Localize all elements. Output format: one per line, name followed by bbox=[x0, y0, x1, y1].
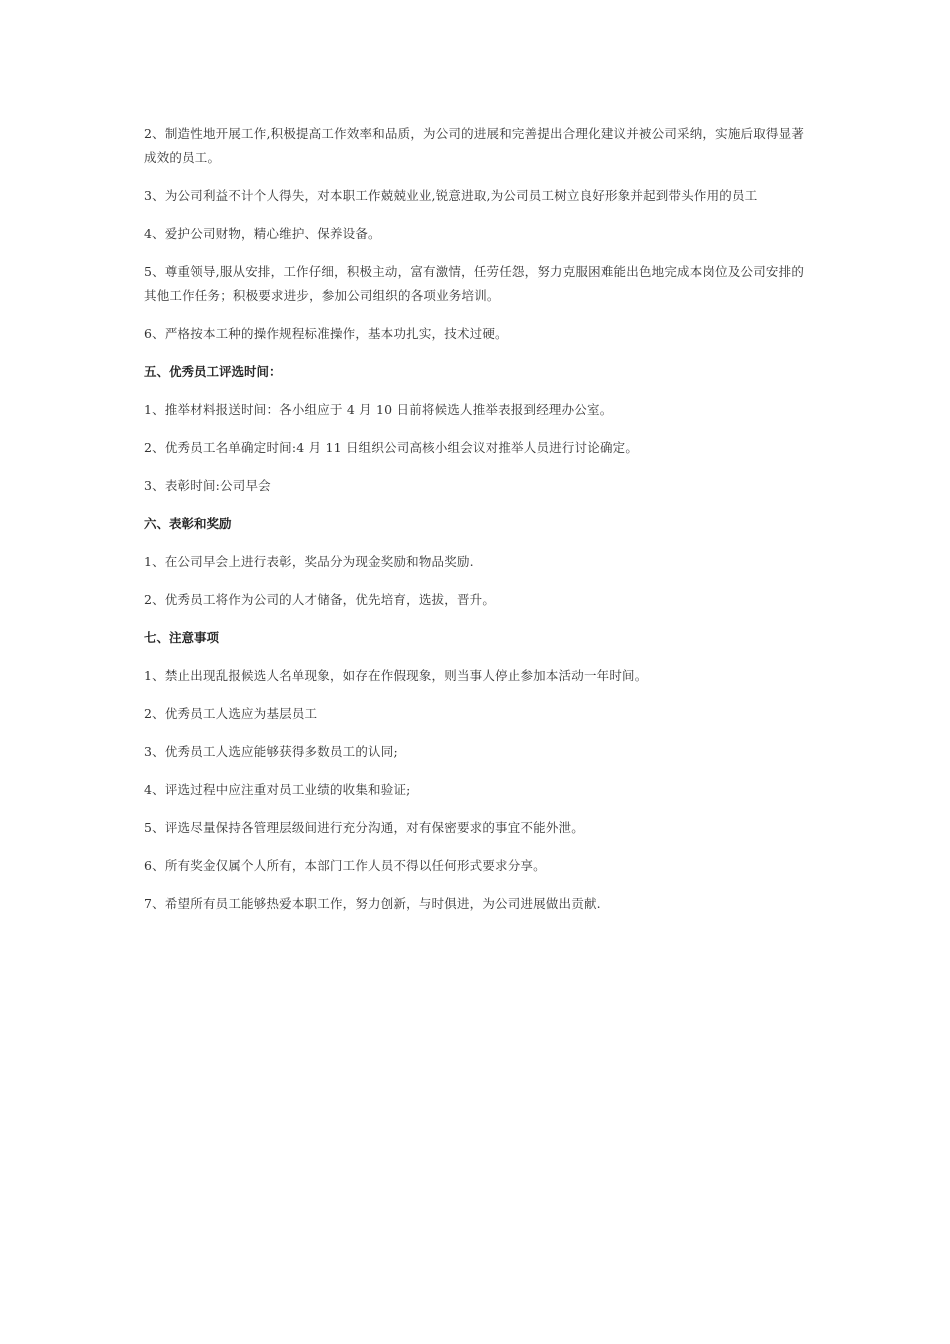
paragraph: 4、爱护公司财物，精心维护、保养设备。 bbox=[144, 226, 381, 241]
paragraph: 7、希望所有员工能够热爱本职工作，努力创新，与时俱进，为公司进展做出贡献. bbox=[144, 896, 601, 911]
paragraph: 2、制造性地开展工作,积极提高工作效率和品质，为公司的进展和完善提出合理化建议并被公司采纳，实施后取得显著成效的员工。 bbox=[144, 126, 805, 165]
section-heading: 五、优秀员工评选时间： bbox=[144, 364, 282, 379]
paragraph: 1、推举材料报送时间：各小组应于 4 月 10 日前将候选人推举表报到经理办公室。 bbox=[144, 402, 613, 417]
paragraph: 5、评选尽量保持各管理层级间进行充分沟通，对有保密要求的事宜不能外泄。 bbox=[144, 820, 584, 835]
paragraph: 2、优秀员工将作为公司的人才储备，优先培育，选拔，晋升。 bbox=[144, 592, 496, 607]
paragraph: 3、优秀员工人选应能够获得多数员工的认同; bbox=[144, 744, 398, 759]
paragraph: 6、严格按本工种的操作规程标准操作，基本功扎实，技术过硬。 bbox=[144, 326, 508, 341]
paragraph: 4、评选过程中应注重对员工业绩的收集和验证; bbox=[144, 782, 411, 797]
paragraph: 2、优秀员工人选应为基层员工 bbox=[144, 706, 318, 721]
paragraph: 3、表彰时间:公司早会 bbox=[144, 478, 271, 493]
paragraph: 6、所有奖金仅属个人所有，本部门工作人员不得以任何形式要求分享。 bbox=[144, 858, 546, 873]
paragraph: 1、禁止出现乱报候选人名单现象，如存在作假现象，则当事人停止参加本活动一年时间。 bbox=[144, 668, 648, 683]
paragraph: 5、尊重领导,服从安排，工作仔细，积极主动，富有激情，任劳任怨，努力克服困难能出色地完成本岗位及公司安排的其他工作任务；积极要求进步，参加公司组织的各项业务培训。 bbox=[144, 264, 805, 303]
section-heading: 六、表彰和奖励 bbox=[144, 516, 232, 531]
paragraph: 1、在公司早会上进行表彰，奖品分为现金奖励和物品奖励. bbox=[144, 554, 474, 569]
paragraph: 3、为公司利益不计个人得失，对本职工作兢兢业业,锐意进取,为公司员工树立良好形象并起到带头作用的员工 bbox=[144, 188, 758, 203]
document-page bbox=[144, 122, 809, 930]
paragraph: 2、优秀员工名单确定时间:4 月 11 日组织公司高核小组会议对推举人员进行讨论确定。 bbox=[144, 440, 639, 455]
section-heading: 七、注意事项 bbox=[144, 630, 220, 645]
